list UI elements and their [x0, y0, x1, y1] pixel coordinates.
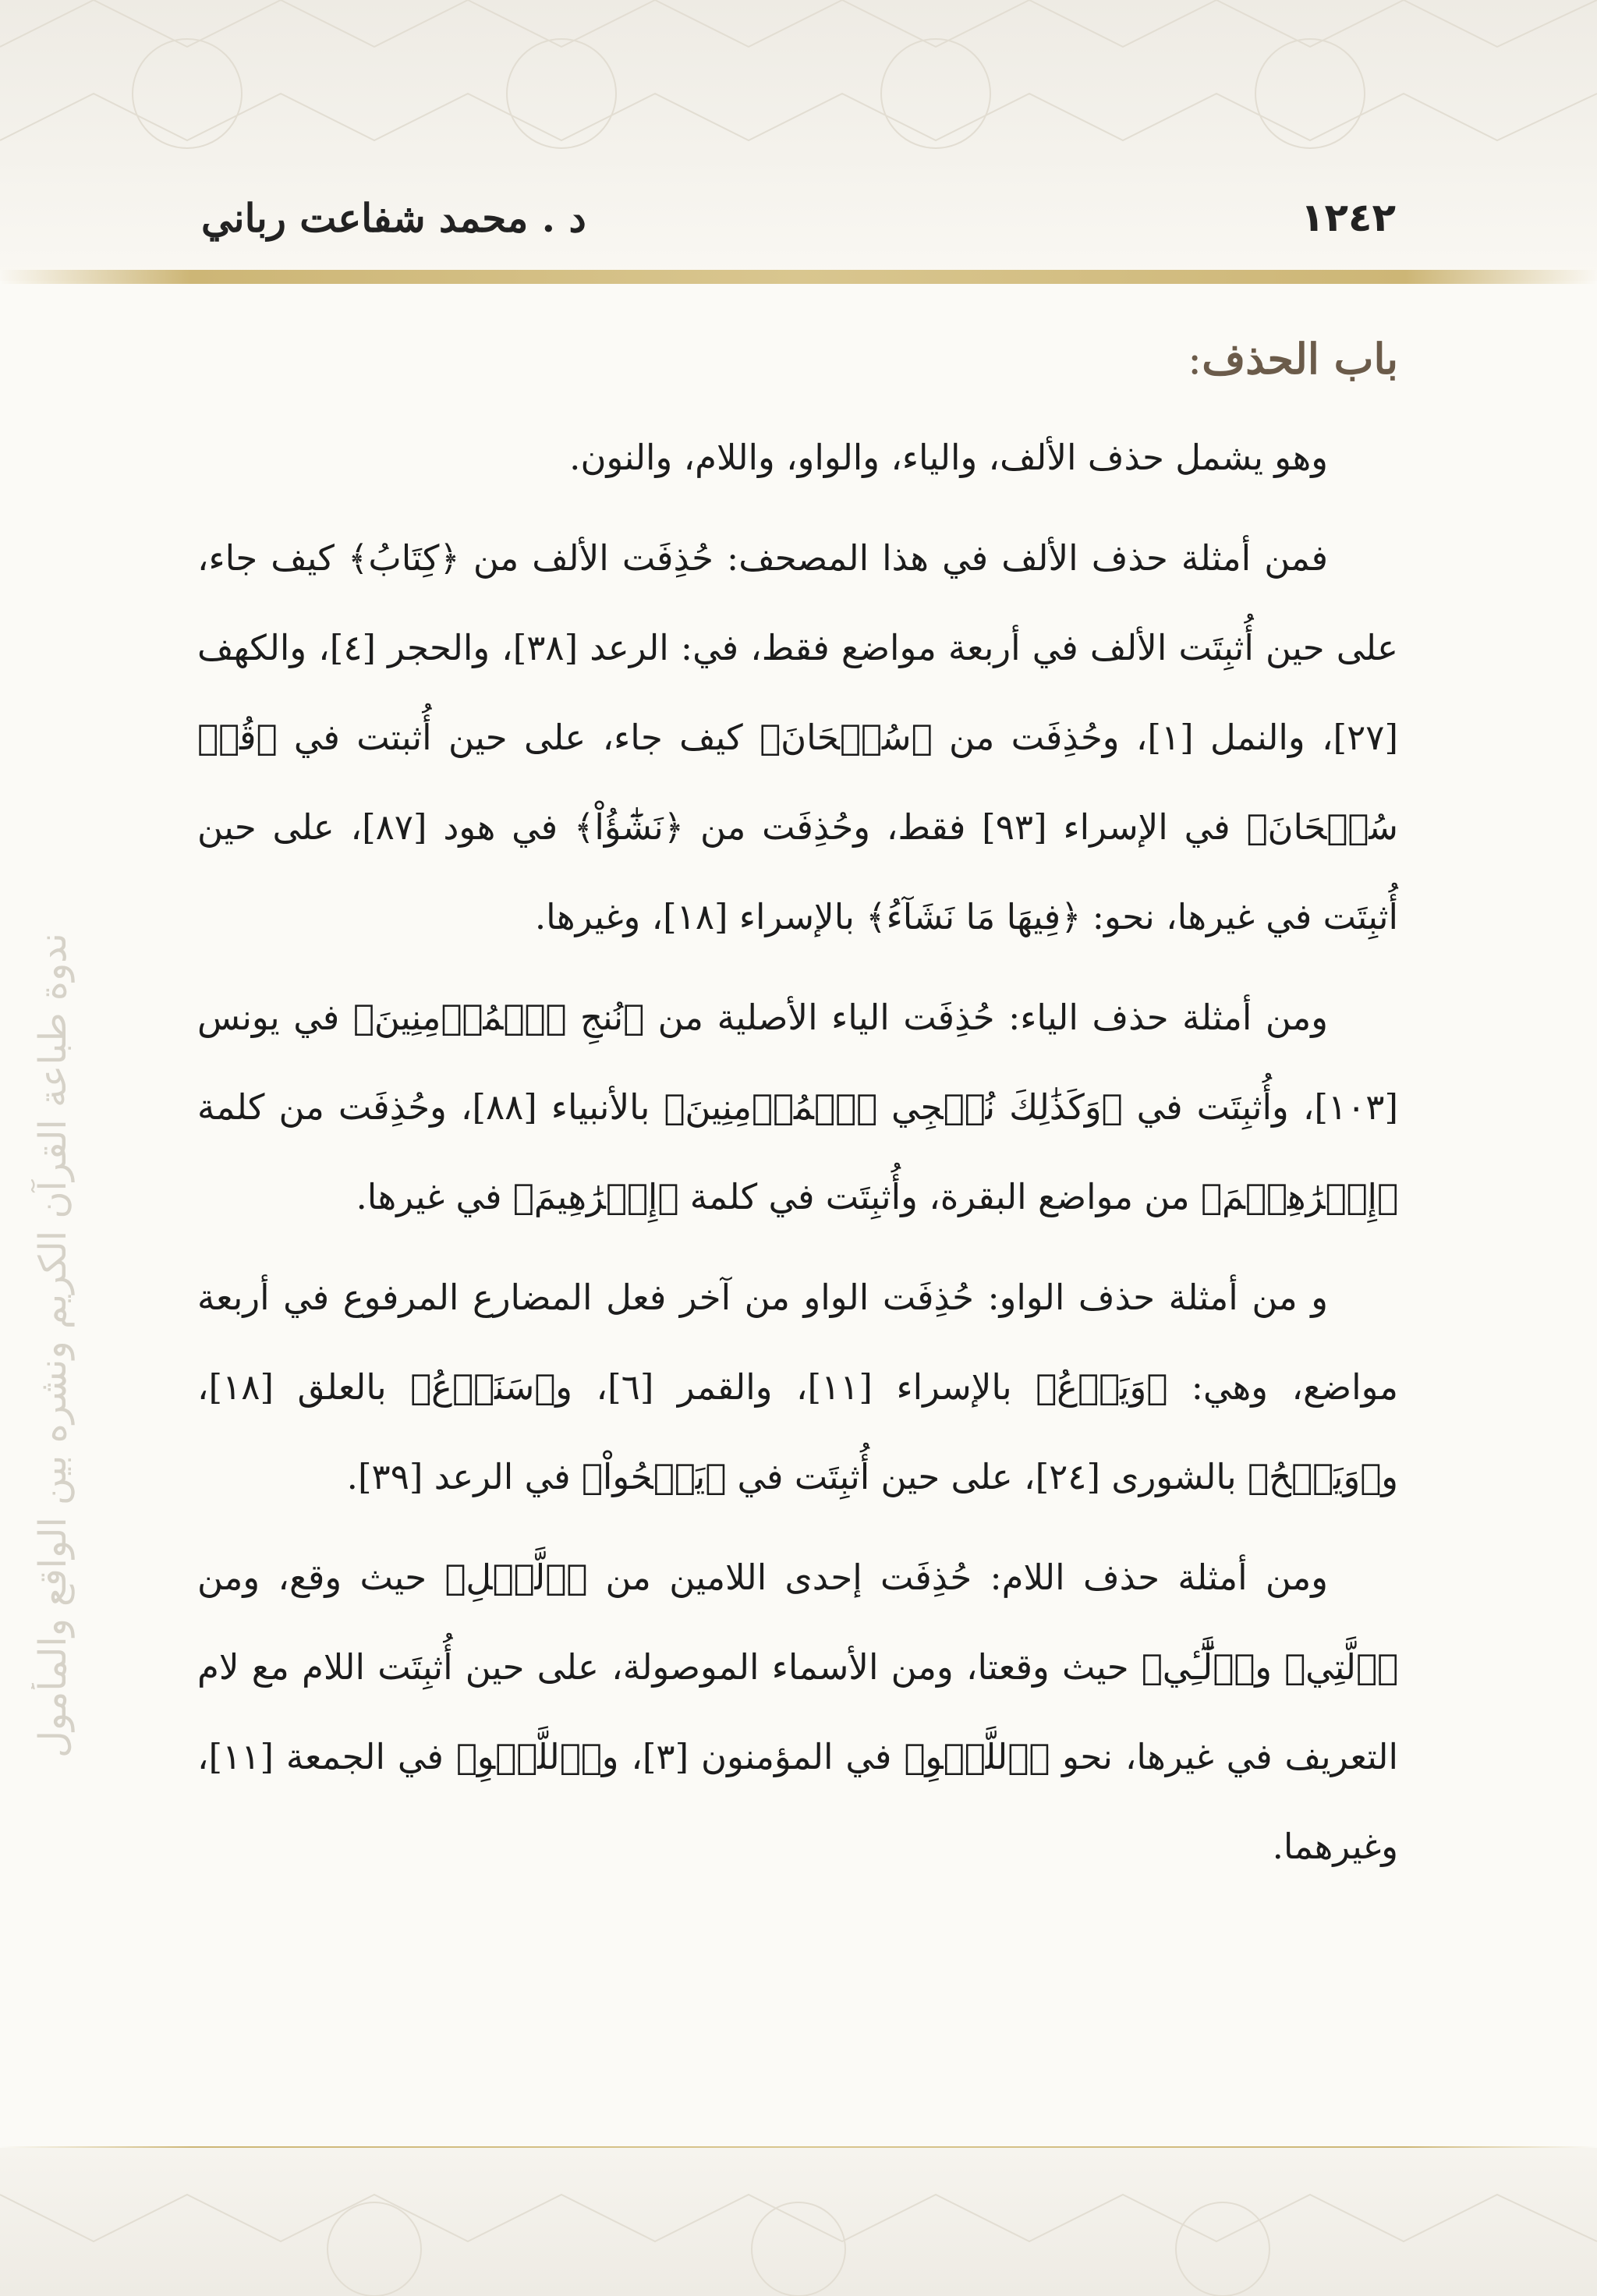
paragraph-alif: فمن أمثلة حذف الألف في هذا المصحف: حُذِفَت الألف من ﴿كِتَابُ﴾ كيف جاء، على حين أُثبِتَت الألف في أربعة مواضع فقط، في: الرعد [٣٨]، والحجر [٤]، والكهف [٢٧]، والنمل [١]، وحُذِفَت من ﴿سُبۡحَانَ﴾ كيف جاء، على حين أُثبتت في ﴿قُلۡ سُبۡحَانَ﴾ في الإسراء [٩٣] فقط، وحُذِفَت من ﴿نَشَٰٓؤُاْ﴾ في هود [٨٧]، على حين أُثبِتَت في غيرها، نحو: ﴿فِيهَا مَا نَشَآءُ﴾ بالإسراء [١٨]، وغيرها.	[197, 537, 1398, 937]
section-title	[197, 328, 1398, 391]
section-title-colon: :	[1188, 335, 1202, 384]
author-name: د . محمد شفاعت رباني	[201, 195, 586, 241]
side-publication-title: ندوة طباعة القرآن الكريم ونشره بين الواقع والمأمول	[31, 933, 75, 1758]
section-title-text: باب الحذف	[1202, 334, 1398, 384]
footer-background	[0, 2148, 1597, 2296]
paragraph-lam: ومن أمثلة حذف اللام: حُذِفَت إحدى اللامين من ﴿ٱلَّيۡلِ﴾ حيث وقع، ومن ﴿ٱلَّتِي﴾ و﴿ٱلَّٰٓـِٔي﴾ حيث وقعتا، ومن الأسماء الموصولة، على حين أُثبِتَت اللام مع لام التعريف في غيرها، نحو ﴿ٱللَّغۡوِ﴾ في المؤمنون [٣]، و﴿ٱللَّهۡوِ﴾ في الجمعة [١١]، وغيرهما.	[197, 1557, 1398, 1867]
header-gold-rule	[0, 270, 1597, 284]
paragraph-ya: ومن أمثلة حذف الياء: حُذِفَت الياء الأصلية من ﴿نُنجِ ٱلۡمُؤۡمِنِينَ﴾ في يونس [١٠٣]، وأُثبِتَت في ﴿وَكَذَٰلِكَ نُـۨجِي ٱلۡمُؤۡمِنِينَ﴾ بالأنبياء [٨٨]، وحُذِفَت من كلمة ﴿إِبۡرَٰهِـۧمَ﴾ من مواضع البقرة، وأُثبِتَت في كلمة ﴿إِبۡرَٰهِيمَ﴾ في غيرها.	[197, 997, 1399, 1217]
paragraph-intro: وهو يشمل حذف الألف، والياء، والواو، واللام، والنون.	[569, 437, 1328, 478]
geometric-pattern-decoration-bottom	[0, 2148, 1597, 2296]
paragraph-waw: و من أمثلة حذف الواو: حُذِفَت الواو من آخر فعل المضارع المرفوع في أربعة مواضع، وهي: ﴿وَيَدۡعُ﴾ بالإسراء [١١]، والقمر [٦]، و﴿سَنَدۡعُ﴾ بالعلق [١٨]، و﴿وَيَمۡحُ﴾ بالشورى [٢٤]، على حين أُثبِتَت في ﴿يَمۡحُواْ﴾ في الرعد [٣٩].	[197, 1277, 1398, 1497]
page-number: ١٢٤٢	[1300, 195, 1396, 240]
page-content	[197, 328, 1398, 1902]
